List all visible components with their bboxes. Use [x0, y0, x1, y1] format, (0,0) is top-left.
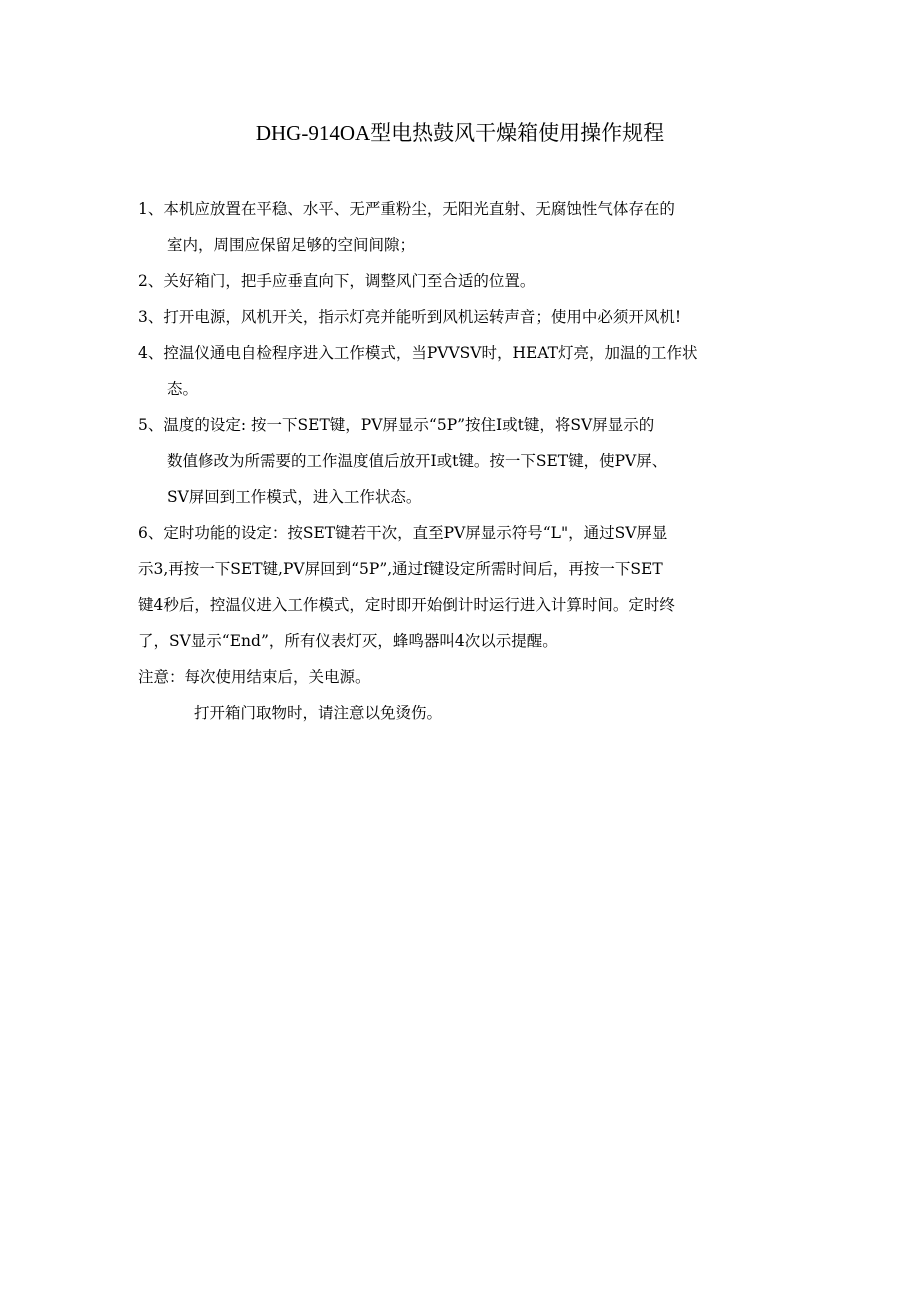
document-body	[138, 191, 798, 731]
list-item-2	[138, 263, 798, 299]
item-4-line-2: 态。	[167, 380, 199, 398]
item-6-line-1: 6、定时功能的设定：按SET键若干次，直至PV屏显示符号“L"，通过SV屏显	[138, 524, 668, 542]
item-4-line-1: 4、控温仪通电自检程序进入工作模式，当PVVSV时，HEAT灯亮，加温的工作状	[138, 344, 698, 362]
item-5-line-1: 5、温度的设定: 按一下SET键，PV屏显示“5P”按住I或t键，将SV屏显示的	[138, 416, 655, 434]
list-item-3	[138, 299, 798, 335]
item-6-line-3: 键4秒后，控温仪进入工作模式，定时即开始倒计时运行进入计算时间。定时终	[138, 596, 675, 614]
item-6-line-4: 了，SV显示“End”，所有仪表灯灭，蜂鸣器叫4次以示提醒。	[138, 632, 558, 650]
item-1-line-2: 室内，周围应保留足够的空间间隙；	[167, 236, 416, 254]
document-title: DHG-914OA型电热鼓风干燥箱使用操作规程	[255, 121, 665, 145]
note-line-1: 注意：每次使用结束后，关电源。	[138, 668, 371, 686]
list-item-5	[138, 407, 798, 515]
note-line-2: 打开箱门取物时，请注意以免烫伤。	[194, 704, 443, 722]
list-item-6	[138, 515, 798, 659]
item-2-line-1: 2、关好箱门，把手应垂直向下，调整风门至合适的位置。	[138, 272, 536, 290]
note-block	[138, 659, 798, 731]
list-item-4	[138, 335, 798, 407]
item-1-line-1: 1、本机应放置在平稳、水平、无严重粉尘，无阳光直射、无腐蚀性气体存在的	[138, 200, 675, 218]
list-item-1	[138, 191, 798, 263]
item-5-line-2: 数值修改为所需要的工作温度值后放开I或t键。按一下SET键，使PV屏、	[167, 452, 668, 470]
item-6-line-2: 示3,再按一下SET键,PV屏回到“5P”,通过f键设定所需时间后，再按一下SET	[138, 560, 663, 578]
item-3-line-1: 3、打开电源，风机开关，指示灯亮并能听到风机运转声音；使用中必须开风机!	[138, 308, 682, 326]
item-5-line-3: SV屏回到工作模式，进入工作状态。	[167, 488, 422, 506]
